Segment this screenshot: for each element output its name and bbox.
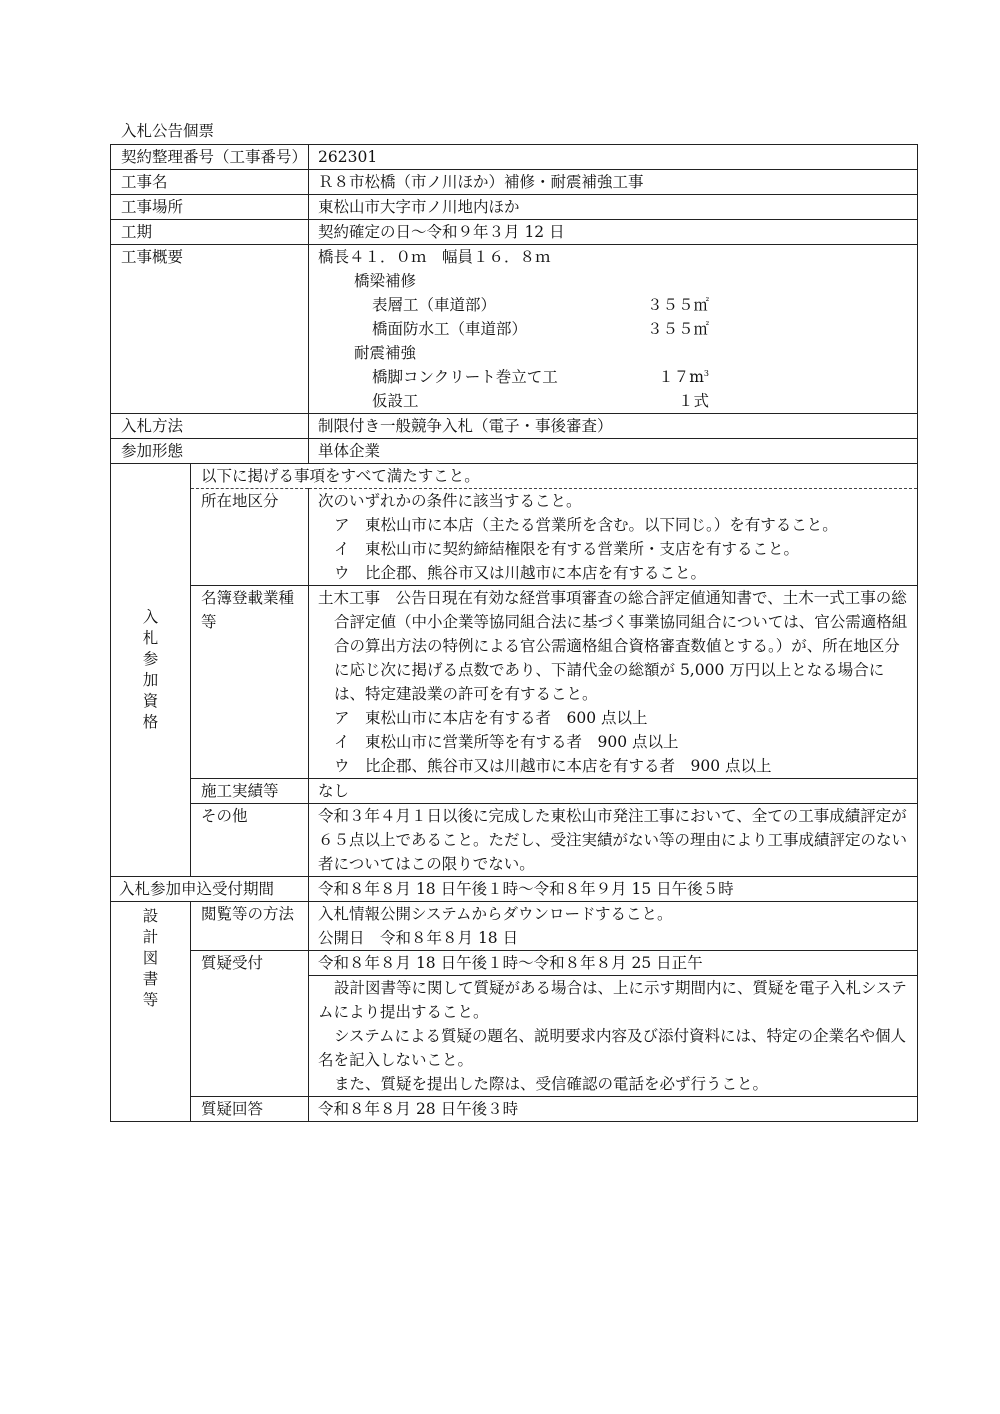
label-period: 工期 [111,220,309,245]
row-other [111,804,918,877]
label-questions: 質疑受付 [191,951,309,1097]
label-location: 工事場所 [111,195,309,220]
row-contract-no [111,145,918,170]
value-answers: 令和８年８月 28 日午後３時 [309,1097,918,1122]
bid-notice-table [110,144,918,1122]
value-application-period: 令和８年８月 18 日午後１時～令和８年９月 15 日午後５時 [309,877,918,902]
row-viewing [111,902,918,951]
registry-text: 土木工事 公告日現在有効な経営事項審査の総合評定値通知書で、土木一式工事の総合評定値（中小企業等協同組合法に基づく事業協同組合については、官公需適格組合の算出方法の特例による官公需適格組合資格審査数値とする。）が、所在地区分に応じ次に掲げる点数であり、下請代金の総額が 5,000 万円以上となる場合には、特定建設業の許可を有すること。 [318,589,908,703]
item-quantity: ３５５㎡ [647,320,710,338]
row-qualification-intro [111,464,918,489]
vertical-char: 図 [142,949,159,967]
value-region [309,489,918,586]
cubic-superscript: 3 [703,368,710,378]
questions-p3: また、質疑を提出した際は、受信確認の電話を必ず行うこと。 [334,1075,769,1093]
vertical-text [143,906,159,1011]
vertical-char: 書 [142,970,159,988]
row-location [111,195,918,220]
registry-a: ア 東松山市に本店を有する者 600 点以上 [334,709,648,727]
value-bid-method: 制限付き一般競争入札（電子・事後審査） [309,414,918,439]
questions-p1: 設計図書等に関して質疑がある場合は、上に示す期間内に、質疑を電子入札システムにより提出すること。 [318,979,907,1021]
value-location: 東松山市大字市ノ川地内ほか [309,195,918,220]
region-u: ウ 比企郡、熊谷市又は川越市に本店を有すること。 [334,564,707,582]
row-registry [111,586,918,779]
label-registry: 名簿登載業種等 [191,586,309,779]
overview-group-seismic: 耐震補強 [354,344,417,362]
overview-group-repair: 橋梁補修 [354,272,417,290]
viewing-line1: 入札情報公開システムからダウンロードすること。 [318,905,673,923]
value-registry [309,586,918,779]
vertical-text [143,607,159,733]
vertical-char: 格 [142,712,159,731]
row-record [111,779,918,804]
row-participation [111,439,918,464]
qualification-side-label [111,464,191,877]
vertical-char: 加 [142,670,159,689]
questions-p2: システムによる質疑の題名、説明要求内容及び添付資料には、特定の企業名や個人名を記入しないこと。 [318,1027,906,1069]
row-overview [111,245,918,414]
value-period: 契約確定の日～令和９年３月 12 日 [309,220,918,245]
vertical-char: 資 [142,691,159,710]
item-name: 仮設工 [372,392,419,410]
vertical-char: 計 [142,928,159,946]
value-questions-detail [309,976,918,1097]
overview-item-temporary [318,389,909,413]
design-docs-side-label [111,902,191,1122]
label-application-period: 入札参加申込受付期間 [111,877,309,902]
label-other: その他 [191,804,309,877]
overview-item-waterproof [318,317,909,341]
value-other: 令和３年４月１日以後に完成した東松山市発注工事において、全ての工事成績評定が６５点以上であること。ただし、受注実績がない等の理由により工事成績評定のない者についてはこの限りでない。 [309,804,918,877]
row-period [111,220,918,245]
overview-item-surface [318,293,909,317]
registry-i: イ 東松山市に営業所等を有する者 900 点以上 [334,733,679,751]
label-project-name: 工事名 [111,170,309,195]
label-bid-method: 入札方法 [111,414,309,439]
vertical-char: 等 [142,991,159,1009]
label-viewing: 閲覧等の方法 [191,902,309,951]
overview-dimensions: 橋長４１．０ｍ 幅員１６．８ｍ [318,248,551,266]
viewing-line2: 公開日 令和８年８月 18 日 [318,929,519,947]
value-project-name: Ｒ８市松橋（市ノ川ほか）補修・耐震補強工事 [309,170,918,195]
vertical-char: 札 [142,628,159,647]
label-contract-no: 契約整理番号（工事番号） [111,145,309,170]
item-quantity-text: １７m [658,368,704,386]
label-overview: 工事概要 [111,245,309,414]
document-title: 入札公告個票 [121,122,215,140]
value-viewing [309,902,918,951]
row-bid-method [111,414,918,439]
item-name: 橋脚コンクリート巻立て工 [372,368,558,386]
value-participation: 単体企業 [309,439,918,464]
region-a: ア 東松山市に本店（主たる営業所を含む。以下同じ。）を有すること。 [334,516,838,534]
value-record: なし [309,779,918,804]
item-name: 橋面防水工（車道部） [372,320,528,338]
registry-u: ウ 比企郡、熊谷市又は川越市に本店を有する者 900 点以上 [334,757,772,775]
item-quantity [629,365,709,389]
vertical-char: 入 [142,607,159,626]
qualification-intro: 以下に掲げる事項をすべて満たすこと。 [191,464,918,489]
label-region: 所在地区分 [191,489,309,586]
row-questions [111,951,918,976]
item-name: 表層工（車道部） [372,296,497,314]
label-record: 施工実績等 [191,779,309,804]
row-application-period [111,877,918,902]
vertical-char: 参 [142,649,159,668]
label-answers: 質疑回答 [191,1097,309,1122]
row-project-name [111,170,918,195]
region-lead: 次のいずれかの条件に該当すること。 [318,492,582,510]
item-quantity: １式 [678,392,710,410]
overview-item-pier [318,365,909,389]
region-i: イ 東松山市に契約締結権限を有する営業所・支店を有すること。 [334,540,800,558]
row-region [111,489,918,586]
value-questions-period: 令和８年８月 18 日午後１時～令和８年８月 25 日正午 [309,951,918,976]
value-overview [309,245,918,414]
label-participation: 参加形態 [111,439,309,464]
row-answers [111,1097,918,1122]
vertical-char: 設 [142,907,159,925]
value-contract-no: 262301 [309,145,918,170]
item-quantity: ３５５㎡ [647,296,710,314]
